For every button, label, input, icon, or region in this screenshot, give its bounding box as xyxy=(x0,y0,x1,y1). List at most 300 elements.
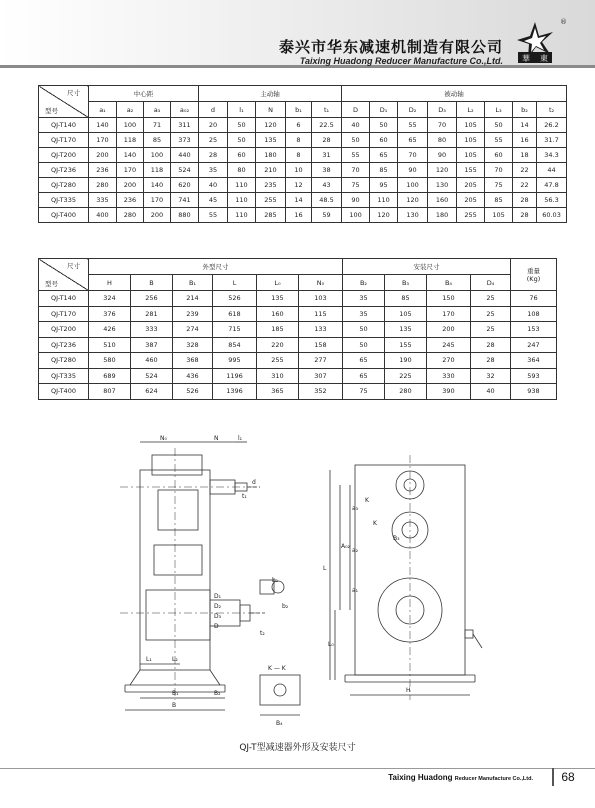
table-row xyxy=(39,208,567,223)
value-cell: 118 xyxy=(117,133,144,148)
value-cell: 180 xyxy=(256,148,286,163)
table1-subheader: L₃ xyxy=(485,102,513,118)
value-cell: 280 xyxy=(89,178,117,193)
value-cell: 120 xyxy=(398,193,428,208)
label-D2: D₂ xyxy=(214,603,222,610)
value-cell: 75 xyxy=(485,178,513,193)
value-cell: 60 xyxy=(370,133,398,148)
value-cell: 1196 xyxy=(213,368,257,384)
value-cell: 155 xyxy=(385,337,427,353)
value-cell: 120 xyxy=(256,118,286,133)
value-cell: 120 xyxy=(370,208,398,223)
value-cell: 50 xyxy=(343,337,385,353)
label-a1: a₁ xyxy=(352,587,359,594)
value-cell: 22 xyxy=(513,163,537,178)
value-cell: 140 xyxy=(89,118,117,133)
value-cell: 85 xyxy=(370,163,398,178)
value-cell: 689 xyxy=(89,368,131,384)
value-cell: 70 xyxy=(398,148,428,163)
company-name-en: Taixing Huadong Reducer Manufacture Co.,Ltd. xyxy=(299,56,503,66)
value-cell: 524 xyxy=(131,368,173,384)
table1-subheader: a₃ xyxy=(144,102,171,118)
value-cell: 48.5 xyxy=(312,193,342,208)
value-cell: 210 xyxy=(256,163,286,178)
value-cell: 25 xyxy=(471,306,511,322)
value-cell: 285 xyxy=(256,208,286,223)
value-cell: 100 xyxy=(117,118,144,133)
value-cell: 281 xyxy=(131,306,173,322)
value-cell: 335 xyxy=(89,193,117,208)
value-cell: 34.3 xyxy=(537,148,567,163)
value-cell: 50 xyxy=(228,133,256,148)
table1-subheader: l₁ xyxy=(228,102,256,118)
table2-subheader: B₄ xyxy=(427,275,471,291)
logo-char-right: 東 xyxy=(540,54,548,63)
value-cell: 100 xyxy=(144,148,171,163)
value-cell: 277 xyxy=(299,353,343,369)
value-cell: 26.2 xyxy=(537,118,567,133)
value-cell: 255 xyxy=(457,208,485,223)
value-cell: 618 xyxy=(213,306,257,322)
value-cell: 22.5 xyxy=(312,118,342,133)
value-cell: 55 xyxy=(485,133,513,148)
value-cell: 373 xyxy=(171,133,199,148)
value-cell: 110 xyxy=(370,193,398,208)
label-t2: t₂ xyxy=(260,630,265,637)
value-cell: 205 xyxy=(457,193,485,208)
table2-subheader: B xyxy=(131,275,173,291)
value-cell: 170 xyxy=(427,306,471,322)
value-cell: 40 xyxy=(199,178,228,193)
label-b1: b₁ xyxy=(272,577,279,584)
logo-char-left: 華 xyxy=(522,54,530,63)
value-cell: 255 xyxy=(256,193,286,208)
value-cell: 460 xyxy=(131,353,173,369)
table-row xyxy=(39,337,557,353)
value-cell: 400 xyxy=(89,208,117,223)
value-cell: 247 xyxy=(511,337,557,353)
group-outline-size: 外型尺寸 xyxy=(89,259,343,275)
value-cell: 50 xyxy=(370,118,398,133)
value-cell: 593 xyxy=(511,368,557,384)
value-cell: 235 xyxy=(256,178,286,193)
model-cell: QJ-T280 xyxy=(39,178,89,193)
value-cell: 28 xyxy=(471,353,511,369)
page-number: 68 xyxy=(552,768,582,786)
value-cell: 76 xyxy=(511,291,557,307)
value-cell: 38 xyxy=(312,163,342,178)
value-cell: 130 xyxy=(398,208,428,223)
value-cell: 155 xyxy=(457,163,485,178)
model-cell: QJ-T335 xyxy=(39,368,89,384)
value-cell: 150 xyxy=(427,291,471,307)
table-row xyxy=(39,306,557,322)
label-H: H xyxy=(406,687,411,694)
value-cell: 31.7 xyxy=(537,133,567,148)
value-cell: 280 xyxy=(385,384,427,400)
value-cell: 100 xyxy=(342,208,370,223)
value-cell: 365 xyxy=(257,384,299,400)
value-cell: 160 xyxy=(257,306,299,322)
table1-subheader: a₁ xyxy=(89,102,117,118)
value-cell: 510 xyxy=(89,337,131,353)
table-row xyxy=(39,178,567,193)
value-cell: 185 xyxy=(257,322,299,338)
label-t1: t₁ xyxy=(242,493,247,500)
table-row xyxy=(39,148,567,163)
label-B2: B₂ xyxy=(214,690,221,697)
model-cell: QJ-T236 xyxy=(39,337,89,353)
value-cell: 153 xyxy=(511,322,557,338)
footer-company: Taixing Huadong Reducer Manufacture Co.,Ltd. xyxy=(388,773,533,782)
value-cell: 110 xyxy=(228,193,256,208)
table1-subheader: L₂ xyxy=(457,102,485,118)
value-cell: 25 xyxy=(471,322,511,338)
value-cell: 40 xyxy=(471,384,511,400)
value-cell: 200 xyxy=(427,322,471,338)
value-cell: 807 xyxy=(89,384,131,400)
value-cell: 236 xyxy=(117,193,144,208)
value-cell: 105 xyxy=(485,208,513,223)
value-cell: 32 xyxy=(471,368,511,384)
model-cell: QJ-T400 xyxy=(39,208,89,223)
value-cell: 270 xyxy=(427,353,471,369)
label-b2: b₂ xyxy=(282,603,289,610)
value-cell: 324 xyxy=(89,291,131,307)
value-cell: 12 xyxy=(286,178,312,193)
value-cell: 225 xyxy=(385,368,427,384)
table2-subheader: B₁ xyxy=(173,275,213,291)
value-cell: 55 xyxy=(342,148,370,163)
value-cell: 59 xyxy=(312,208,342,223)
value-cell: 880 xyxy=(171,208,199,223)
value-cell: 35 xyxy=(199,163,228,178)
company-name-cn: 泰兴市华东减速机制造有限公司 xyxy=(278,38,503,56)
value-cell: 110 xyxy=(228,208,256,223)
model-cell: QJ-T170 xyxy=(39,306,89,322)
value-cell: 44 xyxy=(537,163,567,178)
value-cell: 426 xyxy=(89,322,131,338)
value-cell: 440 xyxy=(171,148,199,163)
table-row xyxy=(39,353,557,369)
label-B: B xyxy=(172,702,177,709)
weight-header: 重量 (Kg) xyxy=(511,259,557,291)
value-cell: 105 xyxy=(457,133,485,148)
value-cell: 90 xyxy=(428,148,457,163)
value-cell: 854 xyxy=(213,337,257,353)
drawing-caption: QJ-T型减速器外形及安装尺寸 xyxy=(239,743,356,753)
label-B1: B₁ xyxy=(172,690,179,697)
value-cell: 140 xyxy=(117,148,144,163)
label-A02: A₀₂ xyxy=(341,543,350,550)
table2-subheader: L xyxy=(213,275,257,291)
reducer-outline-drawing xyxy=(110,430,500,730)
value-cell: 390 xyxy=(427,384,471,400)
value-cell: 43 xyxy=(312,178,342,193)
value-cell: 620 xyxy=(171,178,199,193)
table1-subheader: D₃ xyxy=(428,102,457,118)
corner-cell: 尺寸 型号 xyxy=(39,86,89,118)
value-cell: 256 xyxy=(131,291,173,307)
value-cell: 60 xyxy=(228,148,256,163)
value-cell: 50 xyxy=(343,322,385,338)
value-cell: 214 xyxy=(173,291,213,307)
table2-subheader: H xyxy=(89,275,131,291)
footer-divider xyxy=(0,768,595,769)
value-cell: 90 xyxy=(398,163,428,178)
value-cell: 100 xyxy=(398,178,428,193)
value-cell: 50 xyxy=(228,118,256,133)
value-cell: 105 xyxy=(457,148,485,163)
value-cell: 526 xyxy=(173,384,213,400)
label-B3: B₃ xyxy=(393,535,400,542)
table1-subheader: N xyxy=(256,102,286,118)
label-B4: B₄ xyxy=(276,720,283,727)
company-logo-icon xyxy=(512,18,558,64)
value-cell: 328 xyxy=(173,337,213,353)
value-cell: 60.03 xyxy=(537,208,567,223)
value-cell: 14 xyxy=(286,193,312,208)
group-input-shaft: 主动轴 xyxy=(199,86,342,102)
table-row xyxy=(39,118,567,133)
value-cell: 352 xyxy=(299,384,343,400)
value-cell: 135 xyxy=(257,291,299,307)
value-cell: 274 xyxy=(173,322,213,338)
model-cell: QJ-T335 xyxy=(39,193,89,208)
value-cell: 50 xyxy=(485,118,513,133)
value-cell: 239 xyxy=(173,306,213,322)
value-cell: 28 xyxy=(199,148,228,163)
value-cell: 28 xyxy=(471,337,511,353)
value-cell: 200 xyxy=(89,148,117,163)
table-row xyxy=(39,322,557,338)
model-cell: QJ-T280 xyxy=(39,353,89,369)
value-cell: 28 xyxy=(513,193,537,208)
value-cell: 170 xyxy=(89,133,117,148)
value-cell: 55 xyxy=(398,118,428,133)
value-cell: 160 xyxy=(428,193,457,208)
label-D3: D₃ xyxy=(214,613,222,620)
value-cell: 526 xyxy=(213,291,257,307)
label-D1: D₁ xyxy=(214,593,222,600)
value-cell: 108 xyxy=(511,306,557,322)
value-cell: 715 xyxy=(213,322,257,338)
value-cell: 387 xyxy=(131,337,173,353)
value-cell: 28 xyxy=(513,208,537,223)
value-cell: 70 xyxy=(342,163,370,178)
value-cell: 65 xyxy=(398,133,428,148)
value-cell: 18 xyxy=(513,148,537,163)
shaft-dimension-table xyxy=(38,85,567,223)
value-cell: 75 xyxy=(342,178,370,193)
group-mounting-size: 安装尺寸 xyxy=(343,259,511,275)
value-cell: 28 xyxy=(312,133,342,148)
value-cell: 60 xyxy=(485,148,513,163)
model-cell: QJ-T140 xyxy=(39,291,89,307)
value-cell: 40 xyxy=(342,118,370,133)
value-cell: 75 xyxy=(343,384,385,400)
table1-subheader: a₀₂ xyxy=(171,102,199,118)
value-cell: 25 xyxy=(471,291,511,307)
table-row xyxy=(39,368,557,384)
value-cell: 1396 xyxy=(213,384,257,400)
label-D: D xyxy=(214,623,219,630)
outline-dimension-table xyxy=(38,258,557,400)
value-cell: 310 xyxy=(257,368,299,384)
value-cell: 103 xyxy=(299,291,343,307)
value-cell: 56.3 xyxy=(537,193,567,208)
value-cell: 14 xyxy=(513,118,537,133)
table2-subheader: B₃ xyxy=(385,275,427,291)
value-cell: 333 xyxy=(131,322,173,338)
value-cell: 85 xyxy=(485,193,513,208)
value-cell: 80 xyxy=(428,133,457,148)
value-cell: 35 xyxy=(343,306,385,322)
value-cell: 47.8 xyxy=(537,178,567,193)
value-cell: 65 xyxy=(343,353,385,369)
table1-subheader: b₁ xyxy=(286,102,312,118)
label-KK: K — K xyxy=(268,665,286,672)
value-cell: 376 xyxy=(89,306,131,322)
value-cell: 135 xyxy=(256,133,286,148)
value-cell: 307 xyxy=(299,368,343,384)
value-cell: 624 xyxy=(131,384,173,400)
value-cell: 580 xyxy=(89,353,131,369)
value-cell: 436 xyxy=(173,368,213,384)
label-l1: l₁ xyxy=(238,435,243,442)
table1-subheader: a₂ xyxy=(117,102,144,118)
value-cell: 16 xyxy=(513,133,537,148)
value-cell: 170 xyxy=(144,193,171,208)
value-cell: 311 xyxy=(171,118,199,133)
label-L1: L₁ xyxy=(146,656,152,663)
value-cell: 55 xyxy=(199,208,228,223)
value-cell: 10 xyxy=(286,163,312,178)
model-cell: QJ-T200 xyxy=(39,148,89,163)
label-L2: L₂ xyxy=(172,656,178,663)
label-N: N xyxy=(214,435,219,442)
label-K2: K xyxy=(373,520,377,527)
value-cell: 133 xyxy=(299,322,343,338)
value-cell: 80 xyxy=(228,163,256,178)
value-cell: 140 xyxy=(144,178,171,193)
value-cell: 190 xyxy=(385,353,427,369)
value-cell: 245 xyxy=(427,337,471,353)
value-cell: 255 xyxy=(257,353,299,369)
value-cell: 158 xyxy=(299,337,343,353)
table1-subheader: t₂ xyxy=(537,102,567,118)
value-cell: 205 xyxy=(457,178,485,193)
value-cell: 70 xyxy=(428,118,457,133)
group-output-shaft: 被动轴 xyxy=(342,86,567,102)
value-cell: 330 xyxy=(427,368,471,384)
model-cell: QJ-T170 xyxy=(39,133,89,148)
value-cell: 120 xyxy=(428,163,457,178)
table1-subheader: D₁ xyxy=(370,102,398,118)
value-cell: 118 xyxy=(144,163,171,178)
value-cell: 90 xyxy=(342,193,370,208)
table1-subheader: b₂ xyxy=(513,102,537,118)
value-cell: 105 xyxy=(457,118,485,133)
value-cell: 70 xyxy=(485,163,513,178)
value-cell: 280 xyxy=(117,208,144,223)
value-cell: 16 xyxy=(286,208,312,223)
value-cell: 85 xyxy=(144,133,171,148)
value-cell: 995 xyxy=(213,353,257,369)
value-cell: 110 xyxy=(228,178,256,193)
value-cell: 50 xyxy=(342,133,370,148)
table2-subheader: B₂ xyxy=(343,275,385,291)
table2-subheader: L₀ xyxy=(257,275,299,291)
value-cell: 105 xyxy=(385,306,427,322)
table-row xyxy=(39,291,557,307)
value-cell: 200 xyxy=(117,178,144,193)
model-cell: QJ-T236 xyxy=(39,163,89,178)
model-cell: QJ-T400 xyxy=(39,384,89,400)
value-cell: 85 xyxy=(385,291,427,307)
label-L: L xyxy=(323,565,327,572)
value-cell: 8 xyxy=(286,133,312,148)
label-d: d xyxy=(252,479,256,486)
page-header xyxy=(0,0,595,68)
value-cell: 135 xyxy=(385,322,427,338)
group-center-distance: 中心距 xyxy=(89,86,199,102)
registered-mark: ® xyxy=(560,18,567,26)
value-cell: 170 xyxy=(117,163,144,178)
label-K1: K xyxy=(365,497,369,504)
table-row xyxy=(39,163,567,178)
table-row xyxy=(39,193,567,208)
value-cell: 71 xyxy=(144,118,171,133)
value-cell: 20 xyxy=(199,118,228,133)
value-cell: 130 xyxy=(428,178,457,193)
value-cell: 95 xyxy=(370,178,398,193)
label-N0: N₀ xyxy=(160,435,167,442)
value-cell: 65 xyxy=(370,148,398,163)
table1-subheader: d xyxy=(199,102,228,118)
value-cell: 31 xyxy=(312,148,342,163)
table-row xyxy=(39,133,567,148)
value-cell: 200 xyxy=(144,208,171,223)
table1-subheader: t₁ xyxy=(312,102,342,118)
value-cell: 22 xyxy=(513,178,537,193)
value-cell: 524 xyxy=(171,163,199,178)
table-row xyxy=(39,384,557,400)
table2-subheader: N₀ xyxy=(299,275,343,291)
value-cell: 8 xyxy=(286,148,312,163)
table2-subheader: D₄ xyxy=(471,275,511,291)
value-cell: 115 xyxy=(299,306,343,322)
value-cell: 65 xyxy=(343,368,385,384)
table1-subheader: D xyxy=(342,102,370,118)
label-a3: a₃ xyxy=(352,505,359,512)
value-cell: 45 xyxy=(199,193,228,208)
label-L0: L₀ xyxy=(328,641,334,648)
model-cell: QJ-T140 xyxy=(39,118,89,133)
value-cell: 364 xyxy=(511,353,557,369)
value-cell: 938 xyxy=(511,384,557,400)
value-cell: 220 xyxy=(257,337,299,353)
table1-subheader: D₂ xyxy=(398,102,428,118)
model-cell: QJ-T200 xyxy=(39,322,89,338)
value-cell: 180 xyxy=(428,208,457,223)
corner-cell: 尺寸 型号 xyxy=(39,259,89,291)
label-a2: a₂ xyxy=(352,547,359,554)
value-cell: 6 xyxy=(286,118,312,133)
value-cell: 368 xyxy=(173,353,213,369)
value-cell: 35 xyxy=(343,291,385,307)
value-cell: 741 xyxy=(171,193,199,208)
